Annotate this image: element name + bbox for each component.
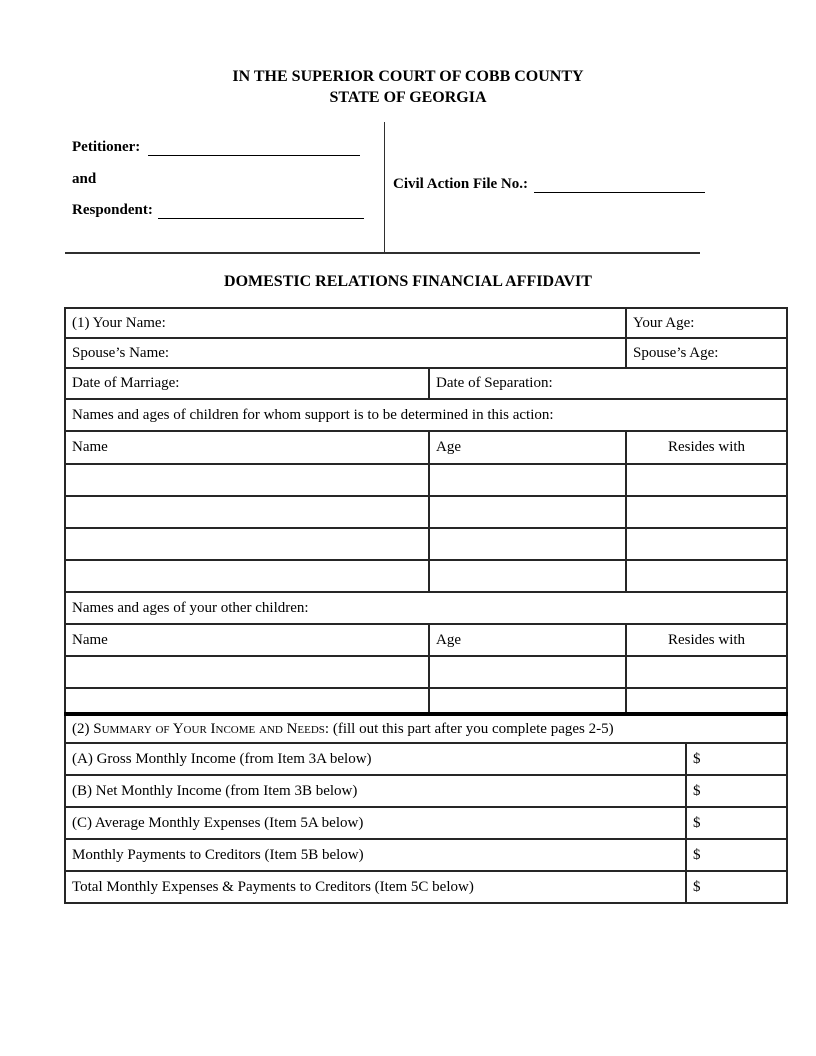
other-children-header-row [65, 624, 787, 656]
gross-monthly-income-label: (A) Gross Monthly Income (from Item 3A below) [65, 743, 686, 775]
spouse-name-row [65, 338, 787, 368]
support-children-heading: Names and ages of children for whom support is to be determined in this action: [65, 399, 787, 431]
civil-action-line [393, 176, 705, 193]
column-header-name: Name [65, 624, 429, 656]
other-child-name-cell[interactable] [65, 656, 429, 688]
petitioner-name-blank[interactable] [148, 140, 360, 156]
spouse-name-cell[interactable]: Spouse’s Name: [65, 338, 626, 368]
spouse-age-cell[interactable]: Spouse’s Age: [626, 338, 787, 368]
average-monthly-expenses-amount-cell[interactable]: $ [686, 807, 787, 839]
summary-row-total [65, 871, 787, 903]
gross-monthly-income-amount-cell[interactable]: $ [686, 743, 787, 775]
column-header-age: Age [429, 624, 626, 656]
other-child-age-cell[interactable] [429, 688, 626, 714]
support-child-row [65, 560, 787, 592]
other-child-name-cell[interactable] [65, 688, 429, 714]
summary-heading-title: Summary of Your Income and Needs [93, 720, 325, 737]
child-resides-cell[interactable] [626, 528, 787, 560]
respondent-line [72, 202, 364, 219]
summary-row-gross-income [65, 743, 787, 775]
your-name-row [65, 308, 787, 338]
summary-row-creditor-payments [65, 839, 787, 871]
net-monthly-income-amount-cell[interactable]: $ [686, 775, 787, 807]
summary-heading-number: (2) [72, 720, 94, 737]
child-age-cell[interactable] [429, 496, 626, 528]
average-monthly-expenses-label: (C) Average Monthly Expenses (Item 5A below) [65, 807, 686, 839]
support-children-heading-row [65, 399, 787, 431]
caption-horizontal-rule [65, 252, 700, 254]
form-title: DOMESTIC RELATIONS FINANCIAL AFFIDAVIT [224, 273, 592, 290]
child-resides-cell[interactable] [626, 496, 787, 528]
summary-row-avg-expenses [65, 807, 787, 839]
other-child-row [65, 688, 787, 714]
support-child-row [65, 528, 787, 560]
monthly-payments-creditors-label: Monthly Payments to Creditors (Item 5B below) [65, 839, 686, 871]
civil-action-label: Civil Action File No.: [393, 176, 528, 192]
child-name-cell[interactable] [65, 496, 429, 528]
child-age-cell[interactable] [429, 560, 626, 592]
marriage-dates-row [65, 368, 787, 399]
other-child-age-cell[interactable] [429, 656, 626, 688]
summary-heading [65, 714, 787, 743]
monthly-payments-creditors-amount-cell[interactable]: $ [686, 839, 787, 871]
other-child-resides-cell[interactable] [626, 688, 787, 714]
court-header-line1: IN THE SUPERIOR COURT OF COBB COUNTY [232, 68, 584, 85]
other-child-resides-cell[interactable] [626, 656, 787, 688]
other-child-row [65, 656, 787, 688]
summary-heading-note: : (fill out this part after you complete pages 2-5) [324, 720, 614, 737]
child-age-cell[interactable] [429, 464, 626, 496]
and-line [72, 171, 96, 188]
support-child-row [65, 496, 787, 528]
summary-row-net-income [65, 775, 787, 807]
and-label: and [72, 171, 97, 187]
court-header-line2: STATE OF GEORGIA [329, 89, 487, 106]
date-of-separation-cell[interactable]: Date of Separation: [429, 368, 787, 399]
net-monthly-income-label: (B) Net Monthly Income (from Item 3B below) [65, 775, 686, 807]
date-of-marriage-cell[interactable]: Date of Marriage: [65, 368, 429, 399]
column-header-resides-with: Resides with [626, 624, 787, 656]
petitioner-label: Petitioner: [72, 139, 141, 155]
caption-vertical-divider [384, 122, 385, 253]
child-resides-cell[interactable] [626, 560, 787, 592]
respondent-name-blank[interactable] [158, 203, 364, 219]
total-monthly-expenses-amount-cell[interactable]: $ [686, 871, 787, 903]
support-child-row [65, 464, 787, 496]
your-name-cell[interactable]: (1) Your Name: [65, 308, 626, 338]
child-name-cell[interactable] [65, 528, 429, 560]
column-header-resides-with: Resides with [626, 431, 787, 464]
child-age-cell[interactable] [429, 528, 626, 560]
column-header-name: Name [65, 431, 429, 464]
your-age-cell[interactable]: Your Age: [626, 308, 787, 338]
other-children-heading: Names and ages of your other children: [65, 592, 787, 624]
total-monthly-expenses-label: Total Monthly Expenses & Payments to Creditors (Item 5C below) [65, 871, 686, 903]
child-name-cell[interactable] [65, 560, 429, 592]
support-children-header-row [65, 431, 787, 464]
petitioner-line [72, 139, 360, 156]
respondent-label: Respondent: [72, 202, 153, 218]
child-resides-cell[interactable] [626, 464, 787, 496]
civil-action-number-blank[interactable] [534, 177, 705, 193]
court-header [0, 66, 816, 108]
affidavit-table [64, 307, 788, 904]
other-children-heading-row [65, 592, 787, 624]
summary-heading-row [65, 714, 787, 743]
child-name-cell[interactable] [65, 464, 429, 496]
column-header-age: Age [429, 431, 626, 464]
